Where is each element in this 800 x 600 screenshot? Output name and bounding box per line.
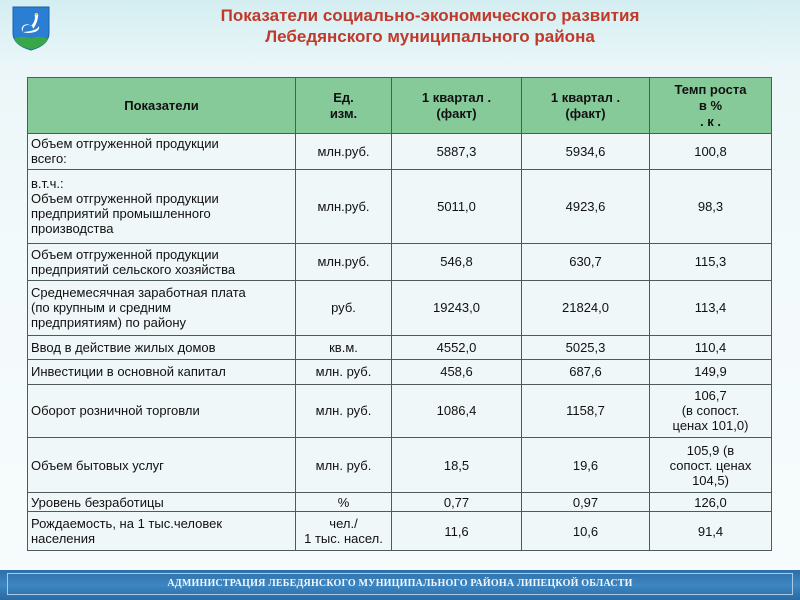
row-fact-1 bbox=[392, 169, 522, 243]
title-line-2: Лебедянского муниципального района bbox=[265, 27, 595, 46]
row-growth-rate bbox=[650, 512, 772, 551]
header-growth-rate: Темп роста в % . к . bbox=[650, 78, 772, 134]
row-growth-rate bbox=[650, 169, 772, 243]
slide-title bbox=[120, 5, 740, 47]
cell-line: Среднемесячная заработная плата bbox=[31, 285, 246, 301]
cell-line: 126,0 bbox=[694, 494, 727, 510]
cell-line: 11,6 bbox=[444, 523, 469, 539]
cell-line: 1086,4 bbox=[436, 403, 477, 419]
row-unit bbox=[296, 169, 392, 243]
row-growth-rate bbox=[650, 243, 772, 281]
row-unit bbox=[296, 335, 392, 359]
cell-line: 104,5) bbox=[692, 472, 729, 488]
cell-line: млн.руб. bbox=[317, 254, 370, 270]
table-row bbox=[28, 493, 772, 512]
table-row bbox=[28, 335, 772, 359]
row-indicator bbox=[28, 169, 296, 243]
cell-line: 105,9 (в bbox=[686, 442, 735, 458]
header-fact-1: 1 квартал . (факт) bbox=[392, 78, 522, 134]
row-growth-rate bbox=[650, 134, 772, 170]
row-unit bbox=[296, 493, 392, 512]
table-row bbox=[28, 384, 772, 438]
row-fact-1 bbox=[392, 384, 522, 438]
cell-line: Уровень безработицы bbox=[31, 494, 164, 510]
cell-line: 4923,6 bbox=[565, 198, 606, 214]
row-unit bbox=[296, 384, 392, 438]
header-fact-2: 1 квартал . (факт) bbox=[522, 78, 650, 134]
cell-line: 91,4 bbox=[697, 523, 724, 539]
row-growth-rate bbox=[650, 384, 772, 438]
row-fact-1 bbox=[392, 134, 522, 170]
title-line-1: Показатели социально-экономического развития bbox=[220, 6, 640, 25]
cell-line: 1158,7 bbox=[566, 403, 605, 419]
cell-line: 21824,0 bbox=[562, 300, 609, 316]
table-header-row bbox=[28, 78, 772, 134]
row-growth-rate bbox=[650, 335, 772, 359]
cell-line: (в сопост. bbox=[681, 403, 740, 419]
cell-line: сопост. ценах bbox=[669, 457, 752, 473]
row-fact-1 bbox=[392, 281, 522, 336]
cell-line: 19,6 bbox=[572, 457, 599, 473]
row-unit bbox=[296, 281, 392, 336]
row-unit bbox=[296, 360, 392, 384]
cell-line: 5025,3 bbox=[565, 340, 606, 356]
row-fact-2 bbox=[522, 169, 650, 243]
cell-line: Рождаемость, на 1 тыс.человек bbox=[31, 516, 223, 532]
row-fact-2 bbox=[522, 335, 650, 359]
row-indicator bbox=[28, 384, 296, 438]
cell-line: всего: bbox=[31, 151, 67, 167]
cell-line: 546,8 bbox=[440, 254, 473, 270]
cell-line: Объем бытовых услуг bbox=[31, 457, 164, 473]
row-indicator bbox=[28, 512, 296, 551]
cell-line: 5011,0 bbox=[437, 198, 476, 214]
row-growth-rate bbox=[650, 360, 772, 384]
row-growth-rate bbox=[650, 281, 772, 336]
row-indicator bbox=[28, 243, 296, 281]
cell-line: ценах 101,0) bbox=[672, 418, 749, 434]
row-fact-1 bbox=[392, 493, 522, 512]
cell-line: 115,3 bbox=[694, 254, 727, 270]
cell-line: чел./ bbox=[329, 516, 358, 532]
row-fact-2 bbox=[522, 134, 650, 170]
cell-line: 0,77 bbox=[443, 494, 470, 510]
row-fact-1 bbox=[392, 438, 522, 493]
row-indicator bbox=[28, 335, 296, 359]
cell-line: Оборот розничной торговли bbox=[31, 403, 200, 419]
swan-coat-of-arms-icon bbox=[11, 5, 51, 51]
cell-line: млн.руб. bbox=[317, 198, 370, 214]
row-unit bbox=[296, 512, 392, 551]
cell-line: Объем отгруженной продукции bbox=[31, 191, 219, 207]
row-fact-1 bbox=[392, 243, 522, 281]
cell-line: Объем отгруженной продукции bbox=[31, 136, 219, 152]
header-unit: Ед. изм. bbox=[296, 78, 392, 134]
cell-line: 10,6 bbox=[572, 523, 599, 539]
table-row bbox=[28, 281, 772, 336]
cell-line: млн. руб. bbox=[315, 364, 372, 380]
cell-line: 1 тыс. насел. bbox=[304, 531, 383, 547]
cell-line: 19243,0 bbox=[433, 300, 480, 316]
cell-line: млн.руб. bbox=[317, 143, 370, 159]
row-fact-2 bbox=[522, 360, 650, 384]
row-fact-2 bbox=[522, 384, 650, 438]
row-indicator bbox=[28, 360, 296, 384]
cell-line: 113,4 bbox=[694, 300, 727, 316]
row-fact-2 bbox=[522, 438, 650, 493]
cell-line: Объем отгруженной продукции bbox=[31, 246, 219, 262]
cell-line: 106,7 bbox=[694, 388, 727, 404]
row-fact-2 bbox=[522, 493, 650, 512]
cell-line: 5887,3 bbox=[436, 143, 477, 159]
cell-line: производства bbox=[31, 221, 114, 237]
coat-of-arms-emblem bbox=[11, 5, 51, 51]
row-fact-2 bbox=[522, 281, 650, 336]
cell-line: 5934,6 bbox=[565, 143, 606, 159]
cell-line: предприятиям) по району bbox=[31, 315, 187, 331]
row-unit bbox=[296, 134, 392, 170]
row-fact-2 bbox=[522, 243, 650, 281]
table-row bbox=[28, 169, 772, 243]
table-row bbox=[28, 360, 772, 384]
row-indicator bbox=[28, 281, 296, 336]
table-row bbox=[28, 438, 772, 493]
indicators-table bbox=[27, 77, 772, 551]
table-row bbox=[28, 512, 772, 551]
cell-line: 18,5 bbox=[443, 457, 470, 473]
row-growth-rate bbox=[650, 493, 772, 512]
cell-line: Инвестиции в основной капитал bbox=[31, 364, 226, 380]
cell-line: (по крупным и средним bbox=[31, 300, 172, 316]
cell-line: 458,6 bbox=[440, 364, 473, 380]
row-fact-1 bbox=[392, 335, 522, 359]
row-indicator bbox=[28, 134, 296, 170]
cell-line: 630,7 bbox=[569, 254, 602, 270]
cell-line: 100,8 bbox=[694, 143, 727, 159]
cell-line: 4552,0 bbox=[436, 340, 477, 356]
cell-line: предприятий промышленного bbox=[31, 206, 211, 222]
header-indicator: Показатели bbox=[28, 78, 296, 134]
table-row bbox=[28, 134, 772, 170]
footer-bar bbox=[0, 570, 800, 600]
cell-line: 687,6 bbox=[569, 364, 602, 380]
cell-line: населения bbox=[31, 531, 96, 547]
row-growth-rate bbox=[650, 438, 772, 493]
cell-line: 149,9 bbox=[694, 364, 727, 380]
cell-line: млн. руб. bbox=[315, 457, 372, 473]
footer-text: АДМИНИСТРАЦИЯ ЛЕБЕДЯНСКОГО МУНИЦИПАЛЬНОГО РАЙОНА ЛИПЕЦКОЙ ОБЛАСТИ bbox=[7, 573, 793, 595]
row-fact-1 bbox=[392, 360, 522, 384]
cell-line: % bbox=[337, 494, 350, 510]
table-row bbox=[28, 243, 772, 281]
row-unit bbox=[296, 438, 392, 493]
cell-line: 0,97 bbox=[572, 494, 599, 510]
row-indicator bbox=[28, 438, 296, 493]
row-fact-1 bbox=[392, 512, 522, 551]
cell-line: 98,3 bbox=[697, 198, 724, 214]
cell-line: руб. bbox=[331, 300, 356, 316]
cell-line: предприятий сельского хозяйства bbox=[31, 261, 236, 277]
cell-line: в.т.ч.: bbox=[31, 176, 64, 192]
row-indicator bbox=[28, 493, 296, 512]
cell-line: млн. руб. bbox=[315, 403, 372, 419]
cell-line: 110,4 bbox=[694, 340, 727, 356]
cell-line: кв.м. bbox=[329, 340, 358, 356]
row-unit bbox=[296, 243, 392, 281]
cell-line: Ввод в действие жилых домов bbox=[31, 340, 216, 356]
row-fact-2 bbox=[522, 512, 650, 551]
